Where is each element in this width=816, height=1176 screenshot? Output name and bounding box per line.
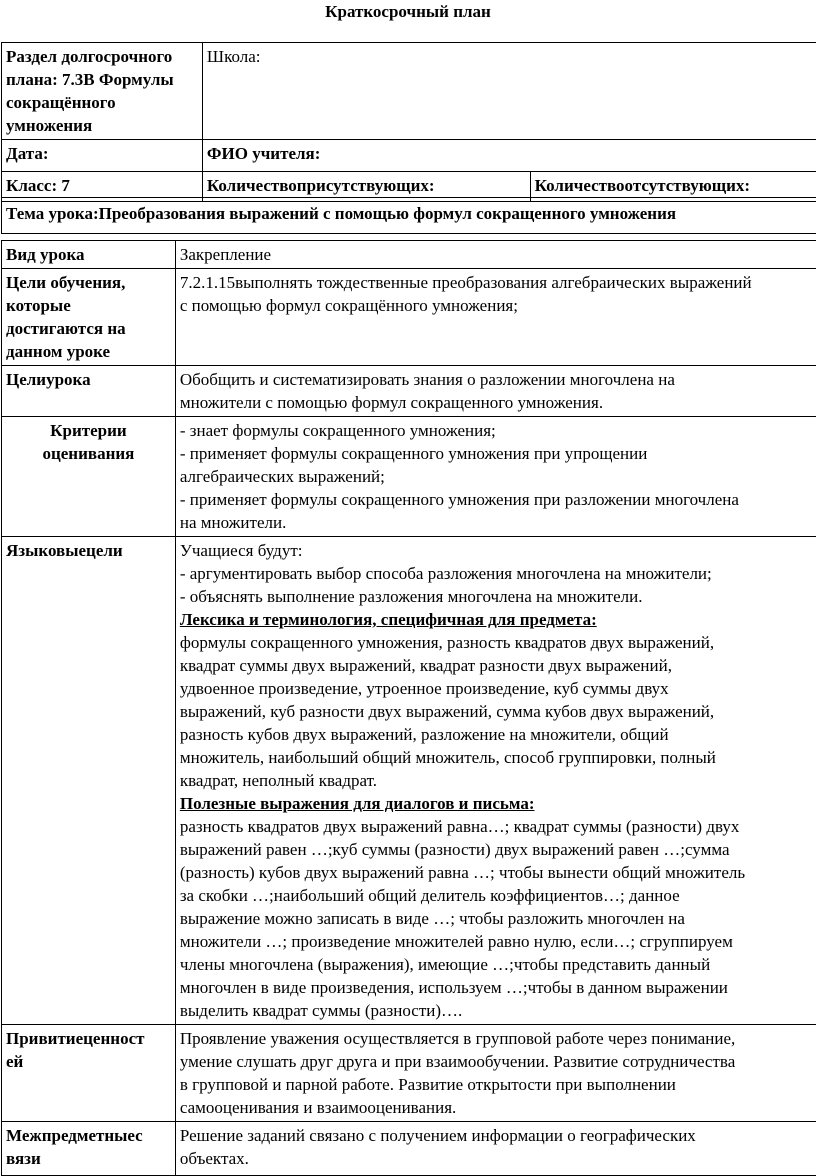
lexicon-line: выражений, куб разности двух выражений, сумма кубов двух выражений,: [180, 700, 812, 723]
phrases-heading: Полезные выражения для диалогов и письма:: [180, 792, 812, 815]
lexicon-line: формулы сокращенного умножения, разность квадратов двух выражений,: [180, 631, 812, 654]
lexicon-line: квадрат суммы двух выражений, квадрат разности двух выражений,: [180, 654, 812, 677]
lesson-aim-line: Обобщить и систематизировать знания о разложении многочлена на: [180, 368, 812, 391]
section-line: плана: 7.3В Формулы: [6, 68, 198, 91]
section-line: умножения: [6, 114, 198, 137]
lexicon-line: разность кубов двух выражений, разложение на множители, общий: [180, 723, 812, 746]
section-line: Раздел долгосрочного: [6, 45, 198, 68]
phrases-line: выделить квадрат суммы (разности)….: [180, 999, 812, 1022]
cross-label: [2, 1122, 176, 1176]
lexicon-heading: Лексика и терминология, специфичная для предмета:: [180, 608, 812, 631]
goals-line: 7.2.1.15выполнять тождественные преобразования алгебраических выражений: [180, 271, 812, 294]
cross-line: Решение заданий связано с получением информации о географических: [180, 1124, 812, 1147]
language-value: [175, 537, 816, 1025]
criteria-line: алгебраических выражений;: [180, 465, 812, 488]
lesson-aim-label: Целиурока: [2, 366, 176, 417]
criteria-line: - применяет формулы сокращенного умножения при разложении многочлена: [180, 488, 812, 511]
goals-label-line: достигаются на: [6, 317, 171, 340]
goals-line: с помощью формул сокращённого умножения;: [180, 294, 812, 317]
phrases-line: за скобки …;наибольший общий делитель коэффициентов…; данное: [180, 884, 812, 907]
cross-value: [175, 1122, 816, 1176]
topic-text: Тема урока:Преобразования выражений с помощью формул сокращенного умножения: [6, 204, 676, 223]
present-label: Количествоприсутствующих:: [207, 176, 435, 195]
header-table: [1, 42, 816, 202]
plan-table: [1, 240, 816, 1176]
lesson-type-value: Закрепление: [175, 241, 816, 269]
values-line: умение слушать друг друга и при взаимообучении. Развитие сотрудничества: [180, 1050, 812, 1073]
absent-label: Количествоотсутствующих:: [535, 176, 750, 195]
school-cell: [202, 43, 816, 140]
criteria-label-line: оценивания: [6, 442, 171, 465]
goals-value: [175, 269, 816, 366]
language-label: Языковыецели: [2, 537, 176, 1025]
goals-label-line: данном уроке: [6, 340, 171, 363]
values-line: в групповой и парной работе. Развитие открытости при выполнении: [180, 1073, 812, 1096]
date-label: Дата:: [6, 144, 48, 163]
phrases-line: разность квадратов двух выражений равна…; квадрат суммы (разности) двух: [180, 815, 812, 838]
phrases-line: выражений равен …;куб суммы (разности) двух выражений равен …;сумма: [180, 838, 812, 861]
phrases-line: выражение можно записать в виде …; чтобы разложить многочлен на: [180, 907, 812, 930]
phrases-line: (разность) кубов двух выражений равна …; чтобы вынести общий множитель: [180, 861, 812, 884]
goals-label-line: Цели обучения,: [6, 271, 171, 294]
criteria-label-line: Критерии: [6, 419, 171, 442]
values-line: Проявление уважения осуществляется в групповой работе через понимание,: [180, 1027, 812, 1050]
lexicon-line: квадрат, неполный квадрат.: [180, 769, 812, 792]
criteria-label: [2, 417, 176, 537]
criteria-value: [175, 417, 816, 537]
topic-cell: [2, 198, 816, 234]
values-label-line: Привитиеценност: [6, 1027, 171, 1050]
goals-label-line: которые: [6, 294, 171, 317]
lexicon-line: множитель, наибольший общий множитель, способ группировки, полный: [180, 746, 812, 769]
cross-label-line: Межпредметныес: [6, 1124, 171, 1147]
criteria-line: на множители.: [180, 511, 812, 534]
lesson-aim-line: множители с помощью формул сокращенного умножения.: [180, 391, 812, 414]
lesson-type-label: Вид урока: [2, 241, 176, 269]
lexicon-line: удвоенное произведение, утроенное произведение, куб суммы двух: [180, 677, 812, 700]
language-intro-line: - объяснять выполнение разложения многочлена на множители.: [180, 585, 812, 608]
teacher-cell: [202, 140, 816, 172]
language-intro-line: Учащиеся будут:: [180, 539, 812, 562]
section-cell: [2, 43, 203, 140]
page-title: Краткосрочный план: [0, 2, 816, 22]
cross-label-line: вязи: [6, 1147, 171, 1170]
class-label: Класс: 7: [6, 176, 70, 195]
date-cell: [2, 140, 203, 172]
values-line: самооценивания и взаимооценивания.: [180, 1096, 812, 1119]
phrases-line: множители …; произведение множителей равно нулю, если…; сгруппируем: [180, 930, 812, 953]
phrases-line: многочлен в виде произведения, используем …;чтобы в данном выражении: [180, 976, 812, 999]
goals-label: [2, 269, 176, 366]
section-line: сокращённого: [6, 91, 198, 114]
criteria-line: - знает формулы сокращенного умножения;: [180, 419, 812, 442]
topic-table: [1, 197, 816, 234]
school-label: Школа:: [207, 47, 261, 66]
language-intro-line: - аргументировать выбор способа разложения многочлена на множители;: [180, 562, 812, 585]
teacher-label: ФИО учителя:: [207, 144, 320, 163]
criteria-line: - применяет формулы сокращенного умножения при упрощении: [180, 442, 812, 465]
lesson-aim-value: [175, 366, 816, 417]
values-label: [2, 1025, 176, 1122]
phrases-line: члены многочлена (выражения), имеющие …;чтобы представить данный: [180, 953, 812, 976]
values-label-line: ей: [6, 1050, 171, 1073]
values-value: [175, 1025, 816, 1122]
cross-line: объектах.: [180, 1147, 812, 1170]
